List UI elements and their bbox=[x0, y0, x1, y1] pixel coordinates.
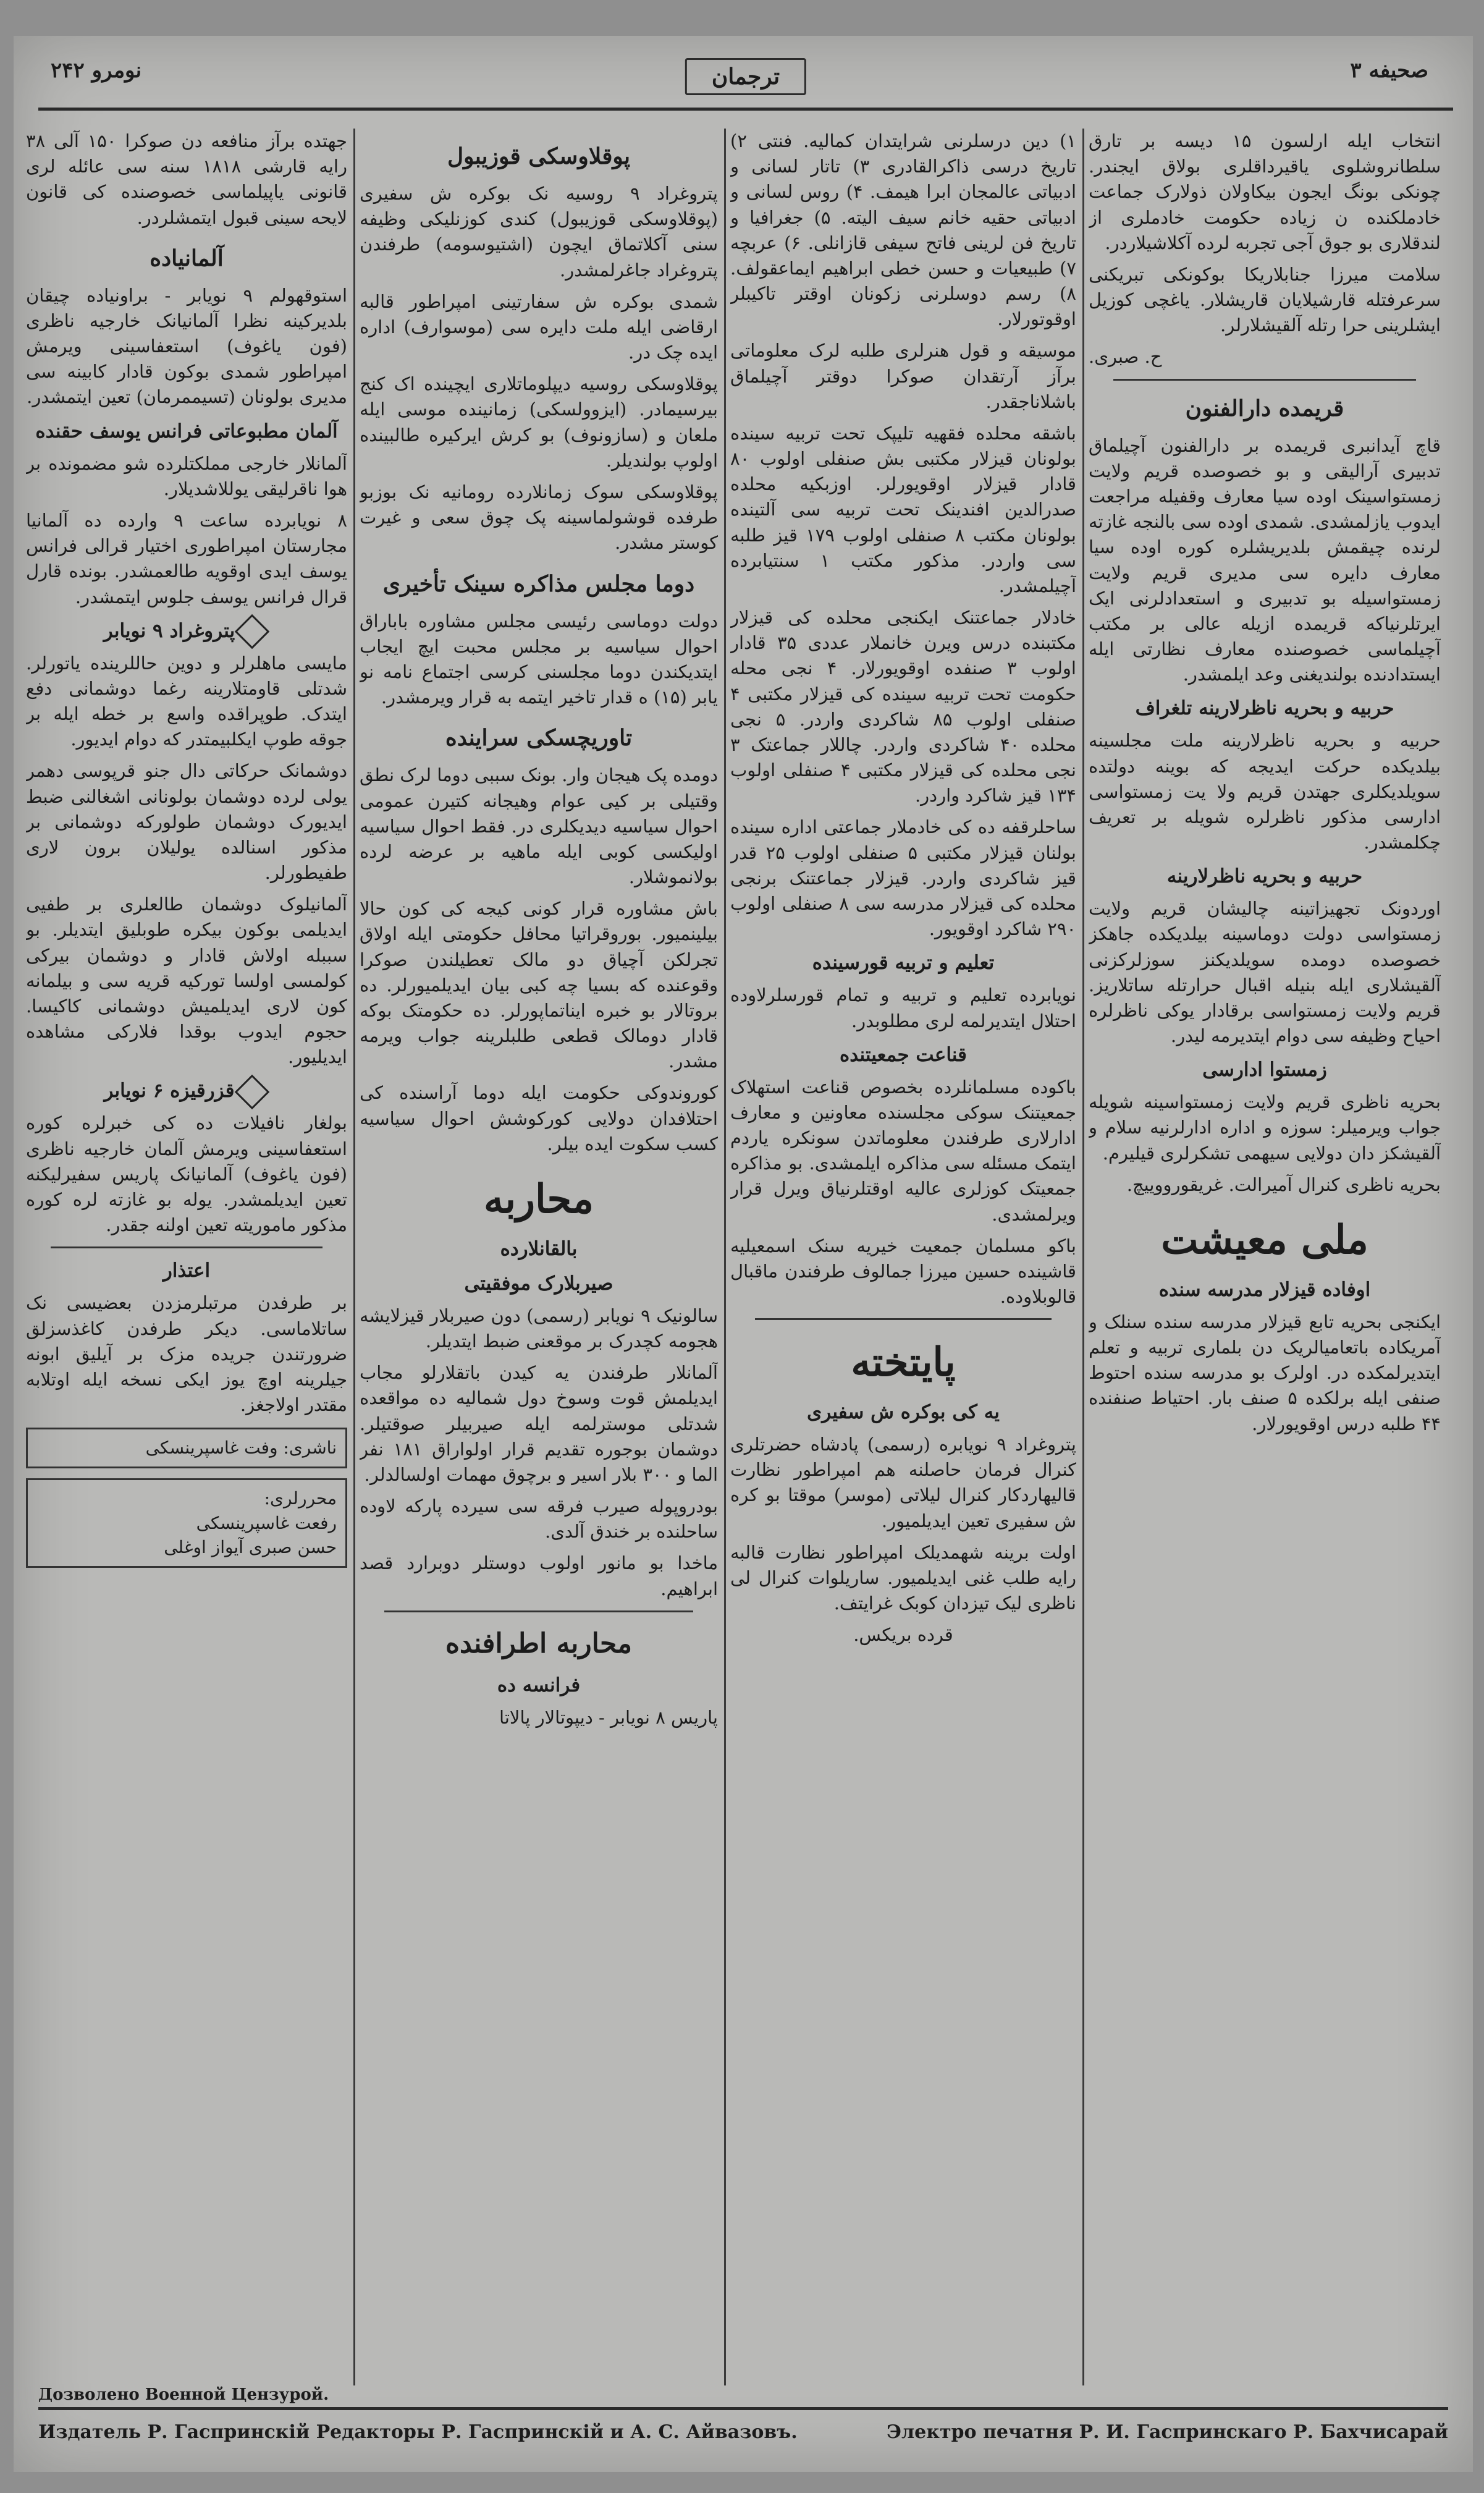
article-paragraph: حربیه و بحریه ناظرلارینه ملت مجلسینه بیلدیکده حرکت ایدیجه که بوینه دولتده سویلدیکلری جهتدن قریم ولا یت زمستواسی ادارسی مذکور ناظرلره شویله بر تعریف چکلمشدر. bbox=[1089, 730, 1441, 853]
section-title: صیربلارک موفقیتی bbox=[464, 1272, 613, 1295]
article-paragraph: ۱) دین درسلرنی شرایتدان کمالیه. فنتی ۲) تاریخ درسی ذاکرالقادری ۳) تاتار لسانی و ادبیاتی عالمجان ابرا هیمف. ۴) روس لسانی و ادبیاتی حقیه خانم سیف الیته. ۵) جغرافیا و تاریخ فن لرینی فاتح سیفی قازانلی. ۶) عربچه ۷) طبیعیات و حسن خطی ابراهیم ایماعقولف. ۸) رسم دوسلرنی زکونان اوقتر تاکیبلر اوقوتورلار. bbox=[730, 130, 1076, 330]
censor-note: Дозволено Военной Цензурой. bbox=[38, 2385, 329, 2404]
article-paragraph: آلمانلار خارجی مملکتلرده شو مضمونده بر هوا ناقرلیقی یوللاشدیلار. bbox=[26, 452, 347, 499]
ornament-icon bbox=[235, 614, 270, 650]
section-title: قناعت جمعیتنده bbox=[840, 1043, 967, 1066]
section-title: اعتذار bbox=[162, 1259, 211, 1282]
article-paragraph: استوقهولم ۹ نویابر - براونیاده چیقان بلدیرکینه نظرا آلمانیانک خارجیه ناظری (فون یاغوف) استعفاسینی ویرمش امپراطور شمدی بوکون قادار کابینه سی مدیری بولونان (تسیممرمان) تعین ایتمشدر. bbox=[26, 284, 347, 408]
article-paragraph: باشقه محلده فقهیه تلیپک تحت تربیه سینده بولونان قیزلار مکتبی بش صنفلی اولوب ۸۰ قادار قیزلار اوقویورلر. اوزبکیه محلده صدرالدین افندینک تحت تربیه سی آلتینده بولونان مکتب ۸ صنفلی اولوب ۱۷۹ قیز طلبه سی واردر. مذکور مکتب ۱ سنتیابرده آچیلمشدر. bbox=[730, 422, 1076, 596]
article-paragraph: پوقلاوسکی روسیه دیپلوماتلاری ایچینده اک کنج بیرسیمادر. (ایزوولسکی) زمانینده موسی ایله ملعان و (سازونوف) بو کرش ایرکیره طالبینده اولوپ بولندیلر. bbox=[360, 373, 718, 471]
dateline: پتروغراد ۹ نویابر bbox=[103, 619, 235, 642]
article-paragraph: دولت دوماسی رئیسی مجلس مشاوره باباراق احوال سیاسیه بر مجلس محبت ایچ ایجاب ایتدیکندن دوما مجلسنی کرسی اجتماع نامه نو یابر (۱۵) ه قدار تاخیر ایتمه به قرار ویرمشدر. bbox=[360, 610, 718, 708]
column-rule bbox=[353, 129, 355, 2385]
divider bbox=[755, 1318, 1052, 1320]
article-paragraph: باش مشاوره قرار کونی کیجه کی کون حالا بیلینمیور. بوروقراتیا محافل حکومتی ایله اولاق تجرلکن آچیاق دو مالک تعطیلندن صوکرا وقوعنده که بسیا چه کبی بیان ایدیلمیورلر. ده بروتالار بو خبره ایناتماپورلر. ده حکومتک بوکه قادار دومالک قطعی طلبلرینه جواب ویرمه مشدر. bbox=[360, 898, 718, 1072]
section-masthead: محاربه bbox=[483, 1176, 594, 1222]
section-title: حربیه و بحریه ناظرلارینه bbox=[1166, 865, 1363, 888]
article-paragraph: جهتده برآز منافعه دن صوکرا ۱۵۰ آلی ۳۸ رایه قارشی ۱۸۱۸ سنه سی عائله لری قانونی یاپیلماسی خصوصنده کی قانون لایحه سینی قبول ایتمشلردر. bbox=[26, 130, 347, 228]
article-signature: بحریه ناظری کنرال آمیرالت. غریقورووییچ. bbox=[1126, 1174, 1441, 1195]
section-title: تعلیم و تربیه قورسینده bbox=[812, 952, 995, 975]
section-title: تاوریچسکی سراینده bbox=[445, 725, 633, 751]
article-paragraph: پتروغراد ۹ روسیه نک بوکره ش سفیری (پوقلاوسکی قوزیبول) کندی کوزنلیکی وظیفه سنی آکلاتماق ایچون (اشتیوسومه) طرفندن پتروغراد جاغرلمشدر. bbox=[360, 183, 718, 281]
divider bbox=[384, 1611, 693, 1612]
section-title: یه کی بوکره ش سفیری bbox=[807, 1401, 1000, 1424]
article-paragraph: کوروندوکی حکومت ایله دوما آراسنده کی احتلافدان دولایی کورکوشش احوال سیاسیه کسب سکوت ایده بیلر. bbox=[360, 1082, 718, 1154]
article-paragraph: بودروپوله صیرب فرقه سی سیرده پارکه لاوده ساحلنده بر خندق آلدی. bbox=[360, 1496, 718, 1543]
article-paragraph: اوردونک تجهیزاتینه چالیشان قریم ولایت زمستواسی دولت دوماسینه بیلدیکده جاهکز خصوصده دومده سویلدیکنز سوزلرکزنی آلقیشلاری ایله بنیله اقبال حرارتله ساتلاریز. قریم ولایت زمستواسی برقادار یوکی ناظرلره احیاح وظیفه سی دوام ایتدیرمه لیدر. bbox=[1089, 898, 1441, 1047]
section-title: بالقانلارده bbox=[500, 1237, 578, 1260]
column-1 bbox=[1089, 129, 1441, 2385]
article-paragraph: باکو مسلمان جمعیت خیریه سنک اسمعیلیه قاشینده حسین میرزا جمالوف طرفندن ماقبال قالوبلاوده. bbox=[730, 1235, 1076, 1308]
article-paragraph: پتروغراد ۹ نویابره (رسمی) پادشاه حضرتلری کنرال فرمان حاصلنه هم امپراطور نظارت قالیهاردکار کنرال لیلاتی (موسر) موقتا بو کره ش سفیری تعین ایدیلمیور. bbox=[730, 1434, 1076, 1531]
article-paragraph: سلامت میرزا جنابلاریکا بوکونکی تبریکنی سرعرفتله قارشیلایان قاریشلار. یاغچی کوزیل ایشلرینی حرا رتله آلقیشلارلر. bbox=[1089, 263, 1441, 336]
article-paragraph: ایکنجی بحریه تابع قیزلار مدرسه سنده سنلک و آمریکاده باتعامیالریک دن بلماری تربیه و تعلم ایتدیرلمکده در. اولرک بو مدرسه سنده احتوط صنفی ایله برلکده ۵ صنف بار. احتیاط صنفنده ۴۴ طلبه درس اوقویورلار. bbox=[1089, 1311, 1441, 1434]
publisher-label: ناشری: وفت غاسپرینسکی bbox=[145, 1437, 337, 1458]
article-paragraph: آلمانلار طرفندن یه کیدن باتقلارلو مجاب ایدیلمش قوت وسوخ دول شمالیه ده مواقعده شدتلی موسترلمه ایله صیربیلر صوقتیلر. دوشمان بوجوره تقدیم قرار اولواراق ۱۸۱ نفر الما و ۳۰۰ بلار اسیر و برچوق مهمات اولسالدلر. bbox=[360, 1362, 718, 1485]
article-paragraph: سالونیک ۹ نویابر (رسمی) دون صیربلار قیزلایشه هجومه کچدرک بر موقعنی ضبط ایتدیلر. bbox=[360, 1305, 718, 1352]
publisher-box bbox=[26, 1428, 347, 1468]
editors-box bbox=[26, 1478, 347, 1568]
section-title: دوما مجلس مذاکره سینک تأخیری bbox=[382, 570, 695, 597]
article-signature: ح. صبری. bbox=[1089, 346, 1162, 368]
page-header bbox=[38, 52, 1453, 111]
section-title bbox=[26, 1077, 347, 1104]
section-title: محاربه اطرافنده bbox=[445, 1627, 632, 1659]
article-paragraph: شمدی بوکره ش سفارتینی امپراطور قالبه ارقاضی ایله ملت دایره سی (موسوارف) اداره ایده چک در. bbox=[360, 290, 718, 363]
divider bbox=[51, 1246, 323, 1248]
editor-name: حسن صبری آیواز اوغلی bbox=[164, 1537, 337, 1558]
article-paragraph: دومده پک هیجان وار. بونک سببی دوما لرک نطق وقتیلی بر کیی عوام وهیجانه کتیرن عمومی احوال سیاسیه دیدیکلری در. فقط احوال سیاسیه اولیکسی کوبی ایله ماهیه بر عرضه لرده بولانموشلار. bbox=[360, 764, 718, 888]
article-paragraph: اولت برینه شهمدیلک امپراطور نظارت قالبه رایه طلب غنی ایدیلمیور. ساریلوات کنرال لی ناظری لیک تیزدان کوبک غرایتف. bbox=[730, 1541, 1076, 1614]
article-paragraph: نویابرده تعلیم و تربیه و تمام قورسلرلاوده احتلال ایتدیرلمه لری مطلوبدر. bbox=[730, 984, 1076, 1031]
section-title: پوقلاوسکی قوزیبول bbox=[447, 143, 631, 169]
article-paragraph: پوقلاوسکی سوک زمانلارده رومانیه نک بوزبو طرفده قوشولماسینه پک چوق سعی و غیرت کوستر مشدر. bbox=[360, 481, 718, 554]
article-paragraph: انتخاب ایله ارلسون ۱۵ دیسه بر تارق سلطانروشلوی یاقیرداقلری بولاق ایجندر. چونکی بونگ ایجون بیکاولان ذولارک جماعت خادملکنده ن زیاده حکومت خادملری از لندقلاری بو جوق آجی تجربه لرده آکلاشیلاردر. bbox=[1089, 130, 1441, 253]
article-paragraph: ۸ نویابرده ساعت ۹ وارده ده آلمانیا مجارستان امپراطوری اختیار قرالی فرانس یوسف ایدی اوقویه طالعمشدر. بونده قارل قرال فرانس یوسف جلوس ایتمشدر. bbox=[26, 510, 347, 607]
ornament-icon bbox=[234, 1075, 269, 1110]
column-2 bbox=[730, 129, 1076, 2385]
article-paragraph: بولغار نافیلات ده کی خبرلره کوره استعفاسینی ویرمش آلمان خارجیه ناظری (فون یاغوف) آلمانیانک پاریس سفیرلیکنه تعین ایدیلمشدر. یوله بو غازته لره کوره مذکور ماموریته تعین اولنه جقدر. bbox=[26, 1112, 347, 1236]
editors-label: محررلری: bbox=[264, 1488, 337, 1509]
paper-name: ترجمان bbox=[685, 58, 806, 95]
section-title: فرانسه ده bbox=[497, 1674, 581, 1697]
page-number: صحیفه ۳ bbox=[1350, 58, 1428, 83]
article-paragraph: ماخدا بو مانور اولوب دوستلر دوبرارد قصد ابراهیم. bbox=[360, 1552, 718, 1599]
article-paragraph: بحریه ناظری قریم ولایت زمستواسینه شویله جواب ویرمیلر: سوزه و اداره ادارلرنیه سلام و آلقیشکز دان دولایی سیهمی تشکرلری قیلیرم. bbox=[1089, 1091, 1441, 1164]
section-masthead: پایتخته bbox=[851, 1339, 956, 1386]
imprint-publisher: Издатель Р. Гаспринскій Редакторы Р. Гаспринскій и А. С. Айвазовъ. bbox=[38, 2421, 798, 2443]
column-3 bbox=[360, 129, 718, 2385]
dateline: قزرقیزه ۶ نویابر bbox=[104, 1080, 235, 1103]
article-paragraph: خادلار جماعتنک ایکنجی محلده کی قیزلار مکتبنده درس ویرن خانملار عددی ۳۵ قادار اولوب ۳ صنفده اوقویورلار. ۴ نجی محله حکومت تحت تربیه سینده کی قیزلار مکتبی ۴ صنفلی اولوب ۸۵ شاکردی واردر. ۵ نجی محلده ۴۰ شاکردی واردر. چاللار جماعتک ۳ نجی محلده کی قیزلار مکتبی ۴ صنفلی اولوب ۱۳۴ قیز شاکرد واردر. bbox=[730, 607, 1076, 806]
page-footer bbox=[38, 2407, 1448, 2453]
article-paragraph: باکوده مسلمانلرده بخصوص قناعت استهلاک جمعیتنک سوکی مجلسنده معاونین و معارف ادارلاری طرفندن معلوماتدن سونکره یاردم ایتمک مسئله سی مذاکره ایلمشدی. بو مذاکره جمعیتک کوزلری عالیه اوقتلرنیاق ویرل قرار ویرلمشدی. bbox=[730, 1076, 1076, 1225]
section-title: حربیه و بحریه ناظرلارینه تلغراف bbox=[1135, 697, 1394, 720]
editor-name: رفعت غاسپرینسکی bbox=[196, 1512, 337, 1533]
section-title bbox=[26, 617, 347, 645]
column-rule bbox=[724, 129, 726, 2385]
divider bbox=[1113, 379, 1416, 381]
column-4 bbox=[26, 129, 347, 2385]
article-paragraph: دوشمانک حرکاتی دال جنو قرپوسی دهمر یولی لرده دوشمان بولونانی اشغالنی ضبط ایدیورک دوشمان طولورکه دوشمانی بر مذکور اسنالده یولیلان برون لاری طفیطورلر. bbox=[26, 760, 347, 884]
article-paragraph: مایسی ماهلرلر و دوین حاللرینده یاتورلر. شدتلی قاومتلارینه رغما دوشمانی دفع ایتدک. طوپراقده واسع بر خطه ایله بر جوقه طوپ ایکلبیمتدر که دوام ایدیور. bbox=[26, 652, 347, 750]
section-title: اوفاده قیزلار مدرسه سنده bbox=[1158, 1278, 1371, 1301]
issue-number: نومرو ۲۴۲ bbox=[51, 58, 142, 83]
article-signature: قرده بریکس. bbox=[853, 1624, 953, 1646]
article-paragraph: پاریس ۸ نویابر - دیپوتالار پالاتا bbox=[499, 1707, 718, 1729]
section-title: آلمانیاده bbox=[150, 245, 224, 271]
article-paragraph: آلمانیلوک دوشمان طالعلری بر طفیی ایدیلمی بوکون بیکره طوبلیق ایتدیلر. بو سببله اولاش قادار و دوشمان بیرکی کولمسی اولسا تورکیه قریه سی و بیلمانه کون لاری ایدیلمیش دوشمانی کاکیسا. حجوم ایدوب بوقدا فلارکی مشاهده ایدیلیور. bbox=[26, 894, 347, 1068]
section-masthead: ملی معیشت bbox=[1161, 1217, 1368, 1263]
newspaper-page bbox=[14, 36, 1473, 2472]
article-paragraph: موسیقه و قول هنرلری طلبه لرک معلوماتی برآز آرتقدان صوکرا دوقتر آچیلماق باشلاناجقدر. bbox=[730, 340, 1076, 412]
article-paragraph: قاچ آیدانبری قریمده بر دارالفنون آچیلماق تدبیری آرالیقی و بو خصوصده قریم ولایت زمستواسینک اوده سیا معارف وقفیله مراجعت ایدوب یازلمشدی. شمدی اوده سی بالنجه غازته لرنده چیقمش بلدیریشلره کوره اوده سیا معارف دایره سی مدیری قریم ولایت زمستواسیله بو تدبیری و استعدادلرنی ایک ایرتلرنیاکه قریمده ازیله عالی بر مکتب آچیلماسی خصوصنده معارف نظارتی ایله ایستدادنده بولندیغنی وعد ایلمشدر. bbox=[1089, 434, 1441, 685]
section-title: آلمان مطبوعاتی فرانس یوسف حقنده bbox=[35, 420, 338, 442]
column-rule bbox=[1082, 129, 1084, 2385]
section-title: زمستوا ادارسی bbox=[1202, 1059, 1327, 1081]
section-title: قریمده دارالفنون bbox=[1185, 395, 1344, 421]
article-paragraph: ساحلرقفه ده کی خادملار جماعتی اداره سینده بولنان قیزلار مکتبی ۵ صنفلی اولوب ۲۵ قدر قیز شاکردی واردر. قیزلار جماعتنک برنجی محلده کی قیزلار مدرسه سی ۸ صنفلی اولوب ۲۹۰ شاکرد اوقویور. bbox=[730, 816, 1076, 940]
imprint-printer: Электро печатня Р. И. Гаспринскаго Р. Бахчисарай bbox=[887, 2421, 1448, 2443]
article-paragraph: بر طرفدن مرتبلرمزدن بعضیسی نک ساتلاماسی. دیکر طرفدن کاغذسزلق ضرورتندن جریده مزک بر آیلیق ابونه جیلرینه اوچ یوز ایکی نسخه ایله اوتلابه مقتدر اولاجغز. bbox=[26, 1292, 347, 1416]
